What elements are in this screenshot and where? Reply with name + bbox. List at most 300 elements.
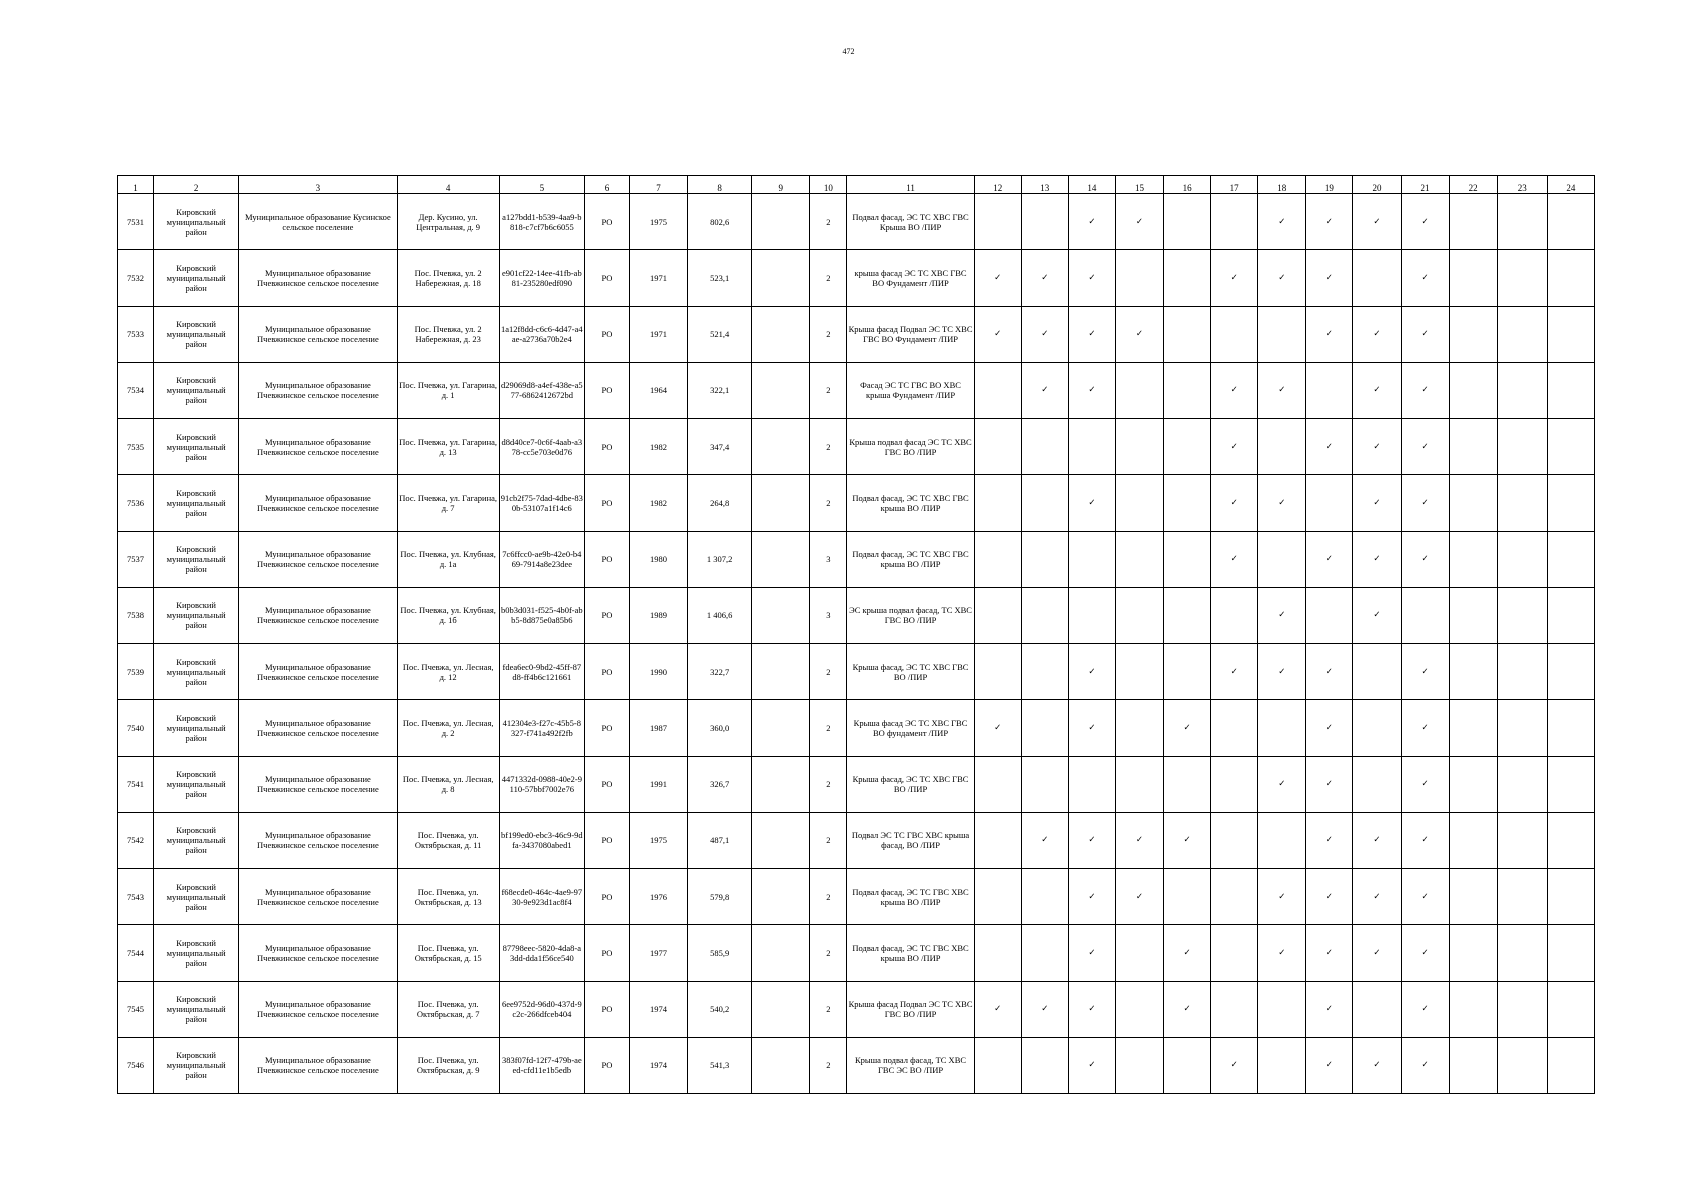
check-mark-icon: ✓: [1401, 475, 1449, 531]
empty-cell: [1164, 531, 1211, 587]
empty-cell: [1211, 869, 1258, 925]
empty-cell: [1547, 756, 1594, 812]
column-9-cell: [752, 419, 810, 475]
empty-cell: [1449, 756, 1497, 812]
column-header: 5: [499, 176, 584, 194]
year-cell: 1964: [630, 362, 688, 418]
works-cell: Крыша фасад, ЭС ТС ХВС ГВС ВО /ПИР: [847, 756, 974, 812]
check-mark-icon: ✓: [1021, 250, 1068, 306]
empty-cell: [1115, 587, 1163, 643]
address-cell: Пос. Пчевжа, ул. Октябрьская, д. 7: [397, 981, 499, 1037]
empty-cell: [1258, 306, 1306, 362]
empty-cell: [1115, 700, 1163, 756]
address-cell: Пос. Пчевжа, ул. Лесная, д. 8: [397, 756, 499, 812]
check-mark-icon: ✓: [1258, 250, 1306, 306]
check-mark-icon: ✓: [1164, 981, 1211, 1037]
address-cell: Пос. Пчевжа, ул. 2 Набережная, д. 23: [397, 306, 499, 362]
check-mark-icon: ✓: [1306, 419, 1353, 475]
row-number: 7533: [118, 306, 154, 362]
empty-cell: [1547, 869, 1594, 925]
column-header: 9: [752, 176, 810, 194]
year-cell: 1971: [630, 306, 688, 362]
column-10-cell: 3: [810, 587, 847, 643]
column-10-cell: 3: [810, 531, 847, 587]
check-mark-icon: ✓: [1068, 194, 1115, 250]
column-header: 14: [1068, 176, 1115, 194]
area-cell: 523,1: [688, 250, 752, 306]
column-header: 7: [630, 176, 688, 194]
empty-cell: [1306, 587, 1353, 643]
column-header: 18: [1258, 176, 1306, 194]
row-number: 7541: [118, 756, 154, 812]
check-mark-icon: ✓: [1401, 531, 1449, 587]
column-6-cell: РО: [584, 475, 629, 531]
house-id-cell: 91cb2f75-7dad-4dbe-830b-53107a1f14c6: [499, 475, 584, 531]
column-6-cell: РО: [584, 812, 629, 868]
row-number: 7537: [118, 531, 154, 587]
empty-cell: [1164, 250, 1211, 306]
check-mark-icon: ✓: [1068, 812, 1115, 868]
check-mark-icon: ✓: [1211, 531, 1258, 587]
empty-cell: [1449, 981, 1497, 1037]
year-cell: 1975: [630, 812, 688, 868]
municipality-cell: Муниципальное образование Пчевжинское сельское поселение: [239, 756, 397, 812]
check-mark-icon: ✓: [1021, 306, 1068, 362]
empty-cell: [1021, 700, 1068, 756]
empty-cell: [1115, 531, 1163, 587]
column-9-cell: [752, 587, 810, 643]
works-cell: Крыша фасад Подвал ЭС ТС ХВС ГВС ВО /ПИР: [847, 981, 974, 1037]
area-cell: 487,1: [688, 812, 752, 868]
check-mark-icon: ✓: [1353, 531, 1401, 587]
column-10-cell: 2: [810, 194, 847, 250]
column-6-cell: РО: [584, 981, 629, 1037]
column-6-cell: РО: [584, 419, 629, 475]
column-9-cell: [752, 869, 810, 925]
check-mark-icon: ✓: [1353, 475, 1401, 531]
column-header: 17: [1211, 176, 1258, 194]
empty-cell: [1547, 362, 1594, 418]
column-header: 10: [810, 176, 847, 194]
column-9-cell: [752, 700, 810, 756]
column-10-cell: 2: [810, 700, 847, 756]
column-10-cell: 2: [810, 644, 847, 700]
column-header: 19: [1306, 176, 1353, 194]
area-cell: 579,8: [688, 869, 752, 925]
check-mark-icon: ✓: [1211, 1037, 1258, 1093]
check-mark-icon: ✓: [1401, 925, 1449, 981]
column-header: 22: [1449, 176, 1497, 194]
check-mark-icon: ✓: [1021, 981, 1068, 1037]
house-id-cell: a127bdd1-b539-4aa9-b818-c7cf7b6c6055: [499, 194, 584, 250]
works-cell: Подвал фасад, ЭС ТС ГВС ХВС крыша ВО /ПИР: [847, 925, 974, 981]
check-mark-icon: ✓: [1115, 869, 1163, 925]
area-cell: 326,7: [688, 756, 752, 812]
municipality-cell: Муниципальное образование Пчевжинское сельское поселение: [239, 700, 397, 756]
empty-cell: [1068, 756, 1115, 812]
table-row: [118, 1037, 1595, 1093]
row-number: 7545: [118, 981, 154, 1037]
address-cell: Пос. Пчевжа, ул. 2 Набережная, д. 18: [397, 250, 499, 306]
column-10-cell: 2: [810, 925, 847, 981]
check-mark-icon: ✓: [1258, 869, 1306, 925]
municipality-cell: Муниципальное образование Пчевжинское сельское поселение: [239, 531, 397, 587]
area-cell: 585,9: [688, 925, 752, 981]
district-cell: Кировский муниципальный район: [154, 306, 239, 362]
empty-cell: [1547, 700, 1594, 756]
district-cell: Кировский муниципальный район: [154, 925, 239, 981]
area-cell: 322,1: [688, 362, 752, 418]
column-6-cell: РО: [584, 587, 629, 643]
district-cell: Кировский муниципальный район: [154, 194, 239, 250]
check-mark-icon: ✓: [1068, 981, 1115, 1037]
empty-cell: [1497, 419, 1547, 475]
year-cell: 1982: [630, 475, 688, 531]
empty-cell: [1021, 475, 1068, 531]
check-mark-icon: ✓: [1164, 700, 1211, 756]
check-mark-icon: ✓: [1401, 700, 1449, 756]
works-cell: Фасад ЭС ТС ГВС ВО ХВС крыша Фундамент /ПИР: [847, 362, 974, 418]
area-cell: 521,4: [688, 306, 752, 362]
empty-cell: [1449, 644, 1497, 700]
empty-cell: [974, 362, 1021, 418]
year-cell: 1974: [630, 1037, 688, 1093]
district-cell: Кировский муниципальный район: [154, 981, 239, 1037]
house-id-cell: d8d40ce7-0c6f-4aab-a378-cc5e703e0d76: [499, 419, 584, 475]
check-mark-icon: ✓: [1258, 925, 1306, 981]
column-10-cell: 2: [810, 981, 847, 1037]
check-mark-icon: ✓: [1211, 419, 1258, 475]
empty-cell: [1449, 531, 1497, 587]
empty-cell: [1497, 756, 1547, 812]
district-cell: Кировский муниципальный район: [154, 644, 239, 700]
check-mark-icon: ✓: [1353, 925, 1401, 981]
house-id-cell: 87798eec-5820-4da8-a3dd-dda1f56ce540: [499, 925, 584, 981]
check-mark-icon: ✓: [1306, 925, 1353, 981]
empty-cell: [1449, 1037, 1497, 1093]
house-id-cell: 1a12f8dd-c6c6-4d47-a4ae-a2736a70b2e4: [499, 306, 584, 362]
empty-cell: [1258, 1037, 1306, 1093]
empty-cell: [1547, 531, 1594, 587]
works-cell: Крыша фасад ЭС ТС ХВС ГВС ВО фундамент /ПИР: [847, 700, 974, 756]
table-row: [118, 644, 1595, 700]
row-number: 7535: [118, 419, 154, 475]
check-mark-icon: ✓: [1115, 306, 1163, 362]
check-mark-icon: ✓: [1401, 250, 1449, 306]
column-6-cell: РО: [584, 306, 629, 362]
address-cell: Пос. Пчевжа, ул. Гагарина, д. 13: [397, 419, 499, 475]
column-header: 15: [1115, 176, 1163, 194]
empty-cell: [1497, 250, 1547, 306]
address-cell: Пос. Пчевжа, ул. Лесная, д. 12: [397, 644, 499, 700]
check-mark-icon: ✓: [1401, 644, 1449, 700]
municipality-cell: Муниципальное образование Пчевжинское сельское поселение: [239, 250, 397, 306]
empty-cell: [1306, 362, 1353, 418]
data-table: [117, 175, 1595, 1094]
empty-cell: [1021, 1037, 1068, 1093]
year-cell: 1989: [630, 587, 688, 643]
check-mark-icon: ✓: [1401, 1037, 1449, 1093]
column-9-cell: [752, 250, 810, 306]
check-mark-icon: ✓: [1353, 1037, 1401, 1093]
table-row: [118, 981, 1595, 1037]
empty-cell: [1068, 587, 1115, 643]
check-mark-icon: ✓: [1211, 475, 1258, 531]
house-id-cell: e901cf22-14ee-41fb-ab81-235280edf090: [499, 250, 584, 306]
empty-cell: [1497, 587, 1547, 643]
check-mark-icon: ✓: [1353, 587, 1401, 643]
empty-cell: [1353, 250, 1401, 306]
house-id-cell: 7c6ffcc0-ae9b-42e0-b469-7914a8e23dee: [499, 531, 584, 587]
row-number: 7544: [118, 925, 154, 981]
empty-cell: [974, 812, 1021, 868]
empty-cell: [1115, 644, 1163, 700]
empty-cell: [1497, 475, 1547, 531]
empty-cell: [1164, 756, 1211, 812]
empty-cell: [1449, 194, 1497, 250]
column-6-cell: РО: [584, 194, 629, 250]
municipality-cell: Муниципальное образование Пчевжинское сельское поселение: [239, 869, 397, 925]
table-row: [118, 812, 1595, 868]
empty-cell: [1353, 700, 1401, 756]
check-mark-icon: ✓: [1306, 981, 1353, 1037]
check-mark-icon: ✓: [1401, 306, 1449, 362]
column-header: 11: [847, 176, 974, 194]
table-row: [118, 925, 1595, 981]
area-cell: 1 406,6: [688, 587, 752, 643]
empty-cell: [1164, 587, 1211, 643]
empty-cell: [1211, 194, 1258, 250]
year-cell: 1975: [630, 194, 688, 250]
district-cell: Кировский муниципальный район: [154, 869, 239, 925]
column-9-cell: [752, 812, 810, 868]
empty-cell: [1211, 812, 1258, 868]
column-9-cell: [752, 756, 810, 812]
year-cell: 1991: [630, 756, 688, 812]
municipality-cell: Муниципальное образование Пчевжинское сельское поселение: [239, 475, 397, 531]
column-10-cell: 2: [810, 756, 847, 812]
column-9-cell: [752, 531, 810, 587]
column-6-cell: РО: [584, 644, 629, 700]
empty-cell: [1547, 587, 1594, 643]
column-header: 8: [688, 176, 752, 194]
empty-cell: [1211, 981, 1258, 1037]
check-mark-icon: ✓: [1306, 531, 1353, 587]
column-header: 21: [1401, 176, 1449, 194]
empty-cell: [1115, 1037, 1163, 1093]
check-mark-icon: ✓: [1068, 869, 1115, 925]
empty-cell: [1449, 306, 1497, 362]
column-10-cell: 2: [810, 250, 847, 306]
check-mark-icon: ✓: [1353, 812, 1401, 868]
empty-cell: [1449, 475, 1497, 531]
check-mark-icon: ✓: [1068, 475, 1115, 531]
address-cell: Пос. Пчевжа, ул. Октябрьская, д. 15: [397, 925, 499, 981]
check-mark-icon: ✓: [1353, 306, 1401, 362]
empty-cell: [1211, 700, 1258, 756]
check-mark-icon: ✓: [1306, 306, 1353, 362]
column-9-cell: [752, 306, 810, 362]
works-cell: Крыша фасад, ЭС ТС ХВС ГВС ВО /ПИР: [847, 644, 974, 700]
district-cell: Кировский муниципальный район: [154, 362, 239, 418]
empty-cell: [974, 1037, 1021, 1093]
empty-cell: [1258, 812, 1306, 868]
empty-cell: [1547, 194, 1594, 250]
empty-cell: [1115, 756, 1163, 812]
check-mark-icon: ✓: [1306, 194, 1353, 250]
empty-cell: [1449, 869, 1497, 925]
check-mark-icon: ✓: [974, 306, 1021, 362]
column-6-cell: РО: [584, 869, 629, 925]
row-number: 7536: [118, 475, 154, 531]
works-cell: Крыша подвал фасад ЭС ТС ХВС ГВС ВО /ПИР: [847, 419, 974, 475]
column-10-cell: 2: [810, 306, 847, 362]
municipality-cell: Муниципальное образование Пчевжинское сельское поселение: [239, 306, 397, 362]
empty-cell: [1115, 925, 1163, 981]
empty-cell: [1115, 419, 1163, 475]
check-mark-icon: ✓: [1353, 194, 1401, 250]
address-cell: Пос. Пчевжа, ул. Гагарина, д. 1: [397, 362, 499, 418]
column-header: 13: [1021, 176, 1068, 194]
empty-cell: [1497, 362, 1547, 418]
check-mark-icon: ✓: [1211, 250, 1258, 306]
check-mark-icon: ✓: [1068, 700, 1115, 756]
column-6-cell: РО: [584, 362, 629, 418]
municipality-cell: Муниципальное образование Пчевжинское сельское поселение: [239, 925, 397, 981]
empty-cell: [1021, 587, 1068, 643]
check-mark-icon: ✓: [974, 250, 1021, 306]
check-mark-icon: ✓: [1068, 362, 1115, 418]
check-mark-icon: ✓: [1068, 925, 1115, 981]
empty-cell: [1021, 419, 1068, 475]
area-cell: 347,4: [688, 419, 752, 475]
address-cell: Пос. Пчевжа, ул. Клубная, д. 1а: [397, 531, 499, 587]
district-cell: Кировский муниципальный район: [154, 587, 239, 643]
empty-cell: [1068, 419, 1115, 475]
empty-cell: [1211, 925, 1258, 981]
district-cell: Кировский муниципальный район: [154, 700, 239, 756]
address-cell: Пос. Пчевжа, ул. Лесная, д. 2: [397, 700, 499, 756]
empty-cell: [1497, 700, 1547, 756]
check-mark-icon: ✓: [1211, 362, 1258, 418]
empty-cell: [1258, 531, 1306, 587]
empty-cell: [974, 194, 1021, 250]
row-number: 7532: [118, 250, 154, 306]
check-mark-icon: ✓: [1258, 194, 1306, 250]
empty-cell: [1306, 475, 1353, 531]
column-6-cell: РО: [584, 531, 629, 587]
empty-cell: [1497, 644, 1547, 700]
row-number: 7538: [118, 587, 154, 643]
empty-cell: [1021, 925, 1068, 981]
check-mark-icon: ✓: [1258, 587, 1306, 643]
empty-cell: [1497, 306, 1547, 362]
empty-cell: [974, 587, 1021, 643]
row-number: 7546: [118, 1037, 154, 1093]
year-cell: 1971: [630, 250, 688, 306]
empty-cell: [1497, 925, 1547, 981]
check-mark-icon: ✓: [1068, 644, 1115, 700]
empty-cell: [1449, 587, 1497, 643]
empty-cell: [1021, 869, 1068, 925]
row-number: 7543: [118, 869, 154, 925]
empty-cell: [1258, 981, 1306, 1037]
column-6-cell: РО: [584, 1037, 629, 1093]
empty-cell: [1497, 1037, 1547, 1093]
row-number: 7542: [118, 812, 154, 868]
municipality-cell: Муниципальное образование Пчевжинское сельское поселение: [239, 587, 397, 643]
empty-cell: [1449, 362, 1497, 418]
check-mark-icon: ✓: [1306, 700, 1353, 756]
municipality-cell: Муниципальное образование Пчевжинское сельское поселение: [239, 812, 397, 868]
empty-cell: [1211, 306, 1258, 362]
house-id-cell: bf199ed0-ebc3-46c9-9dfa-3437080abed1: [499, 812, 584, 868]
empty-cell: [1449, 812, 1497, 868]
works-cell: ЭС крыша подвал фасад, ТС ХВС ГВС ВО /ПИР: [847, 587, 974, 643]
check-mark-icon: ✓: [1258, 475, 1306, 531]
check-mark-icon: ✓: [1021, 362, 1068, 418]
column-header: 24: [1547, 176, 1594, 194]
empty-cell: [1449, 419, 1497, 475]
column-6-cell: РО: [584, 756, 629, 812]
empty-cell: [1547, 250, 1594, 306]
column-9-cell: [752, 1037, 810, 1093]
column-10-cell: 2: [810, 1037, 847, 1093]
municipality-cell: Муниципальное образование Пчевжинское сельское поселение: [239, 419, 397, 475]
column-9-cell: [752, 362, 810, 418]
municipality-cell: Муниципальное образование Кусинское сельское поселение: [239, 194, 397, 250]
house-id-cell: b0b3d031-f525-4b0f-abb5-8d875e0a85b6: [499, 587, 584, 643]
column-header: 4: [397, 176, 499, 194]
row-number: 7539: [118, 644, 154, 700]
empty-cell: [1547, 306, 1594, 362]
check-mark-icon: ✓: [1353, 869, 1401, 925]
header-row: [118, 176, 1595, 194]
empty-cell: [974, 925, 1021, 981]
column-header: 3: [239, 176, 397, 194]
table-row: [118, 700, 1595, 756]
check-mark-icon: ✓: [1258, 644, 1306, 700]
column-10-cell: 2: [810, 362, 847, 418]
column-header: 1: [118, 176, 154, 194]
empty-cell: [1258, 700, 1306, 756]
empty-cell: [1068, 531, 1115, 587]
check-mark-icon: ✓: [1306, 812, 1353, 868]
empty-cell: [1449, 250, 1497, 306]
district-cell: Кировский муниципальный район: [154, 1037, 239, 1093]
empty-cell: [1021, 756, 1068, 812]
area-cell: 802,6: [688, 194, 752, 250]
works-cell: Подвал ЭС ТС ГВС ХВС крыша фасад, ВО /ПИР: [847, 812, 974, 868]
empty-cell: [1164, 1037, 1211, 1093]
empty-cell: [1449, 925, 1497, 981]
works-cell: Крыша подвал фасад, ТС ХВС ГВС ЭС ВО /ПИР: [847, 1037, 974, 1093]
check-mark-icon: ✓: [1353, 362, 1401, 418]
check-mark-icon: ✓: [1306, 1037, 1353, 1093]
check-mark-icon: ✓: [1401, 362, 1449, 418]
column-9-cell: [752, 475, 810, 531]
table-row: [118, 362, 1595, 418]
empty-cell: [1547, 925, 1594, 981]
year-cell: 1974: [630, 981, 688, 1037]
district-cell: Кировский муниципальный район: [154, 419, 239, 475]
empty-cell: [974, 531, 1021, 587]
column-6-cell: РО: [584, 250, 629, 306]
area-cell: 360,0: [688, 700, 752, 756]
empty-cell: [1353, 644, 1401, 700]
row-number: 7540: [118, 700, 154, 756]
empty-cell: [1497, 812, 1547, 868]
